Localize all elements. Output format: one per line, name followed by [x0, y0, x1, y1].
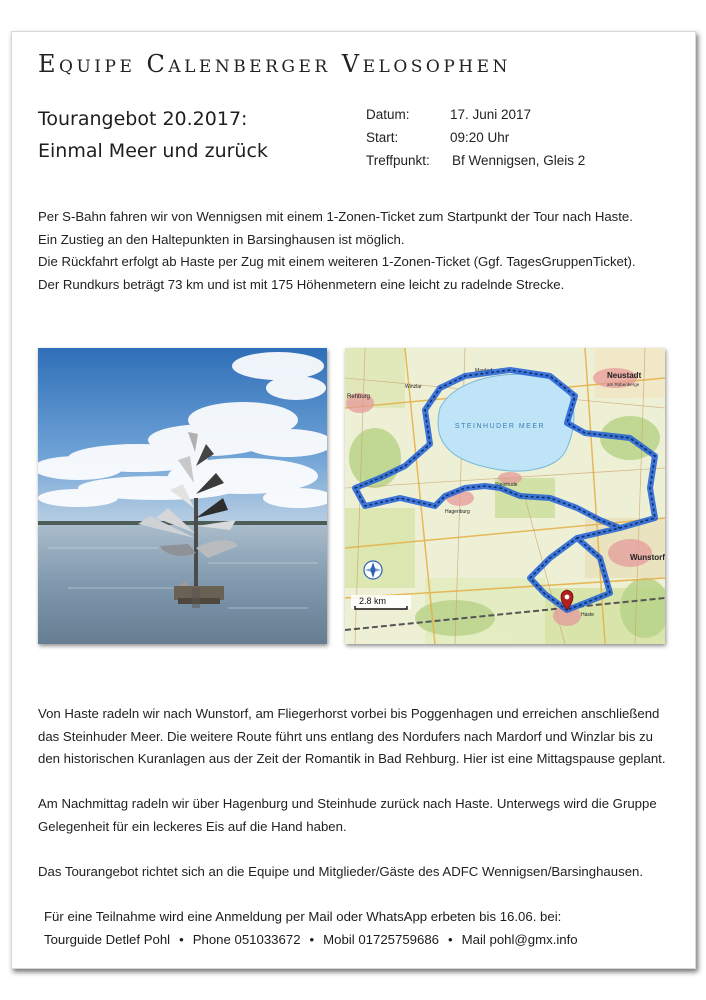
tour-title-line1: Tourangebot 20.2017:: [38, 108, 248, 130]
tour-meta: [366, 103, 585, 172]
meta-start: [366, 126, 585, 149]
tour-title-line2: Einmal Meer und zurück: [38, 140, 268, 162]
tour-title: [38, 103, 338, 167]
town-haste: Haste: [581, 612, 595, 618]
intro-line: Per S-Bahn fahren wir von Wennigsen mit einem 1-Zonen-Ticket zum Startpunkt der Tour nach Haste.: [38, 209, 633, 224]
contact-line: [44, 932, 578, 947]
town-winzlar: Winzlar: [405, 384, 422, 390]
meta-meeting-point: [366, 149, 585, 172]
meta-start-value: 09:20 Uhr: [450, 130, 510, 145]
compass-icon: [364, 561, 382, 579]
intro-line: Die Rückfahrt erfolgt ab Haste per Zug mit einem weiteren 1-Zonen-Ticket (Ggf. TagesGruppenTicket).: [38, 254, 636, 269]
intro-paragraph: [38, 206, 678, 296]
town-neustadt: Neustadt: [607, 371, 642, 380]
meta-meeting-value: Bf Wennigsen, Gleis 2: [452, 153, 586, 168]
bullet-separator: •: [448, 932, 453, 947]
town-wunstorf: Wunstorf: [630, 553, 665, 562]
town-steinhude: Steinhude: [495, 482, 518, 488]
afternoon-line: Gelegenheit für ein leckeres Eis auf die Hand haben.: [38, 818, 347, 834]
lake-label: STEINHUDER MEER: [454, 423, 546, 430]
town-rehburg: Rehburg: [347, 394, 371, 400]
meta-date-label: Datum:: [366, 107, 410, 122]
intro-line: Ein Zustieg an den Haltepunkten in Barsinghausen ist möglich.: [38, 231, 405, 247]
meta-date: [366, 103, 585, 126]
route-line: das Steinhuder Meer. Die weitere Route führt uns entlang des Nordufers nach Mardorf und Winzlar bis zu: [38, 728, 654, 744]
email-address: Mail pohl@gmx.info: [461, 932, 578, 947]
brand-title: Equipe Calenberger Velosophen: [38, 50, 511, 78]
route-line: Von Haste radeln wir nach Wunstorf, am Fliegerhorst vorbei bis Poggenhagen und erreichen anschließend: [38, 706, 660, 721]
town-mardorf: Mardorf: [475, 368, 493, 374]
mobile-number: Mobil 01725759686: [323, 932, 440, 947]
audience-line: Das Tourangebot richtet sich an die Equipe und Mitglieder/Gäste des ADFC Wennigsen/Barsinghausen.: [38, 864, 644, 879]
route-line: den historischen Kuranlagen aus der Zeit der Romantik in Bad Rehburg. Hier ist eine Mittagspause geplant.: [38, 751, 666, 766]
intro-line: Der Rundkurs beträgt 73 km und ist mit 175 Höhenmetern eine leicht zu radelnde Strecke.: [38, 276, 565, 292]
lake-sculpture-photo: [38, 348, 327, 644]
route-paragraph: [38, 703, 678, 771]
bullet-separator: •: [179, 932, 184, 947]
meta-meeting-label: Treffpunkt:: [366, 153, 430, 168]
town-neustadt-sub: am Rübenberge: [607, 382, 640, 387]
phone-number: Phone 051033672: [192, 932, 301, 947]
afternoon-line: Am Nachmittag radeln wir über Hagenburg und Steinhude zurück nach Haste. Unterwegs wird die Gruppe: [38, 796, 657, 811]
town-hagenburg: Hagenburg: [445, 509, 470, 515]
meta-date-value: 17. Juni 2017: [450, 107, 532, 122]
scale-label: 2.8 km: [359, 596, 387, 606]
registration-note: Für eine Teilnahme wird eine Anmeldung per Mail oder WhatsApp erbeten bis 16.06. bei:: [44, 909, 562, 924]
scale-bar: [351, 595, 411, 609]
route-map: [345, 348, 665, 644]
audience-paragraph: [38, 861, 678, 884]
afternoon-paragraph: [38, 793, 678, 838]
bullet-separator: •: [309, 932, 315, 947]
meta-start-label: Start:: [366, 130, 399, 145]
tour-guide: Tourguide Detlef Pohl: [44, 932, 171, 947]
